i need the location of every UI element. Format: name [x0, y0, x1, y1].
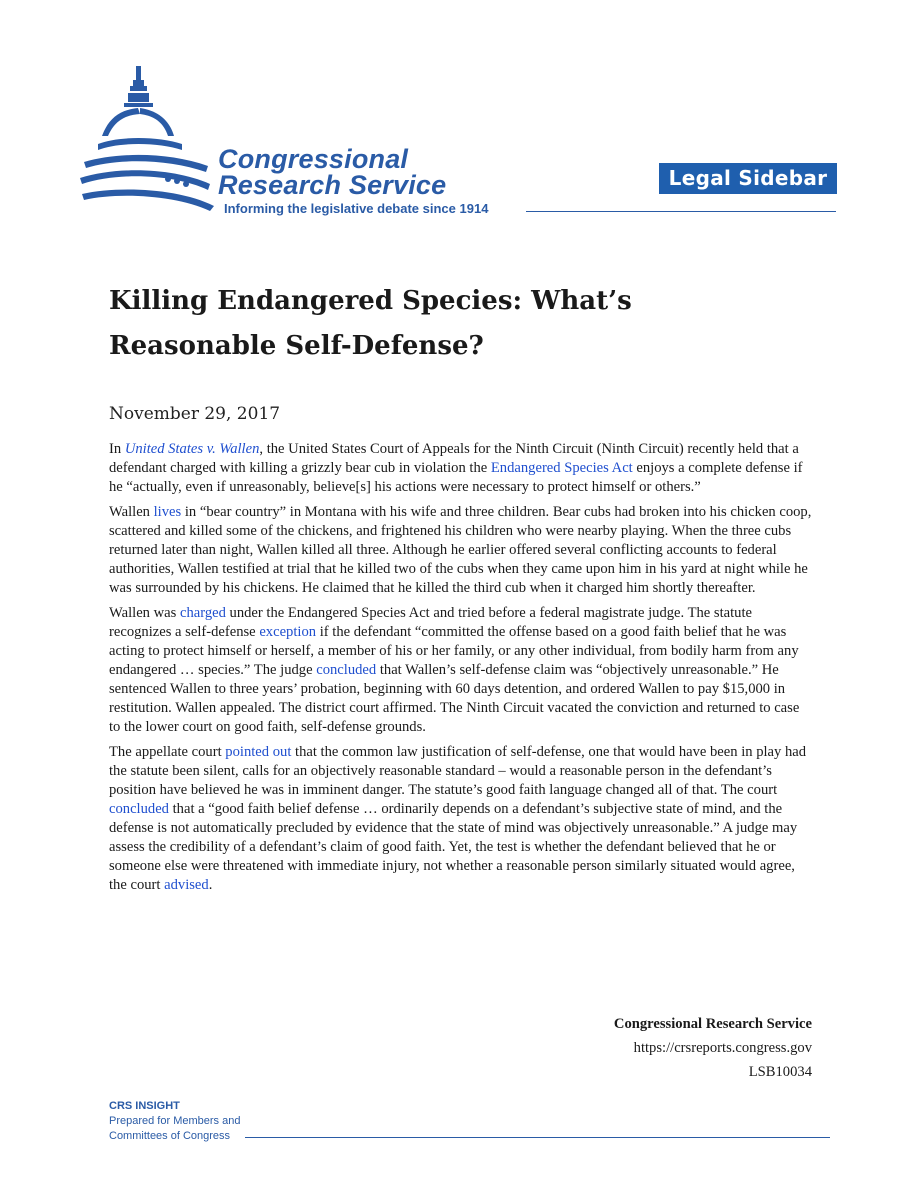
page-title	[109, 279, 809, 369]
insight-line-1: Prepared for Members and	[109, 1115, 241, 1127]
esa-link[interactable]: Endangered Species Act	[490, 460, 633, 476]
org-name-line1: Congressional	[218, 144, 409, 174]
crs-logo	[78, 66, 838, 226]
capitol-dome-icon	[78, 66, 228, 216]
text: The appellate court	[109, 744, 226, 760]
paragraph-3	[109, 604, 814, 737]
org-name	[218, 146, 446, 198]
text: that Wallen’s self-defense claim was “objectively unreasonable.” He sentenced Wallen to three years’ probation, beginning with 60 days detention, and ordered Wallen to pay $15,000 in restitution. Wallen appealed. The district court affirmed. The Ninth Circuit vacated the conviction and returned to case to the lower court on good faith, self-defense grounds.	[109, 662, 800, 735]
pointed-out-link[interactable]: pointed out	[225, 744, 292, 760]
legal-sidebar-badge: Legal Sidebar	[659, 163, 837, 194]
lives-link[interactable]: lives	[153, 504, 182, 520]
text: under the Endangered Species Act and tried before a federal magistrate judge. The statute recognizes a self-defense	[109, 605, 752, 640]
org-tagline: Informing the legislative debate since 1914	[224, 201, 489, 216]
footer-url[interactable]: https://crsreports.congress.gov	[633, 1040, 812, 1056]
crs-insight-block	[109, 1099, 240, 1144]
concluded-link[interactable]: concluded	[316, 662, 377, 678]
charged-link[interactable]: charged	[179, 605, 226, 621]
exception-link[interactable]: exception	[259, 624, 317, 640]
insight-line-2: Committees of Congress	[109, 1130, 231, 1142]
text: Wallen was	[109, 605, 180, 621]
publication-date: November 29, 2017	[109, 404, 281, 424]
text: enjoys a complete defense if he “actually, even if unreasonably, believe[s] his actions were necessary to protect himself or others.”	[109, 460, 803, 495]
paragraph-1	[109, 440, 814, 497]
case-link[interactable]: United States v. Wallen	[124, 441, 260, 457]
text: Wallen	[109, 504, 154, 520]
concluded-link-2[interactable]: concluded	[109, 801, 169, 817]
title-line-2: Reasonable Self-Defense?	[109, 331, 484, 361]
insight-rule	[245, 1137, 830, 1138]
insight-heading: CRS INSIGHT	[109, 1100, 180, 1112]
footer-org: Congressional Research Service	[613, 1016, 812, 1032]
text: if the defendant “committed the offense based on a good faith belief that he was acting to protect himself or herself, a member of his or her family, or any other individual, from bodily harm from any endangered … species.” The judge	[109, 624, 799, 678]
org-name-line2: Research Service	[218, 170, 447, 200]
tagline-rule	[526, 211, 836, 212]
paragraph-4	[109, 743, 814, 895]
text: , the United States Court of Appeals for the Ninth Circuit (Ninth Circuit) recently held that a defendant charged with killing a grizzly bear cub in violation the	[109, 441, 799, 476]
text: that the common law justification of self-defense, one that would have been in play had the statute been silent, calls for an objectively reasonable standard – would a reasonable person in the defendant’s position have believed he was in imminent danger. The statute’s good faith language changed all of that. The court	[109, 744, 807, 798]
text: .	[208, 877, 213, 893]
text: that a “good faith belief defense … ordinarily depends on a defendant’s subjective state of mind, and the defense is not automatically precluded by evidence that the state of mind was objectively unreasonable.” A judge may assess the credibility of a defendant’s claim of good faith. Yet, the test is whether the defendant believed that he or someone else were threatened with immediate injury, not whether a reasonable person similarly situated would agree, the court	[109, 801, 798, 893]
article-body	[109, 440, 814, 901]
title-line-1: Killing Endangered Species: What’s	[109, 286, 632, 316]
footer-block	[614, 1012, 812, 1084]
paragraph-2	[109, 503, 814, 598]
text: In	[109, 441, 125, 457]
advised-link[interactable]: advised	[164, 877, 209, 893]
text: in “bear country” in Montana with his wife and three children. Bear cubs had broken into his chicken coop, scattered and killed some of the chickens, and frightened his children who were nearby playing. When the three cubs returned later than night, Wallen killed all three. Although he earlier offered several conflicting accounts to federal authorities, Wallen testified at trial that he killed two of the cubs when they came upon him in his yard at night while he was surrounded by his chickens. He claimed that he killed the third cub when it charged him shortly thereafter.	[109, 504, 812, 596]
footer-code: LSB10034	[748, 1064, 812, 1080]
